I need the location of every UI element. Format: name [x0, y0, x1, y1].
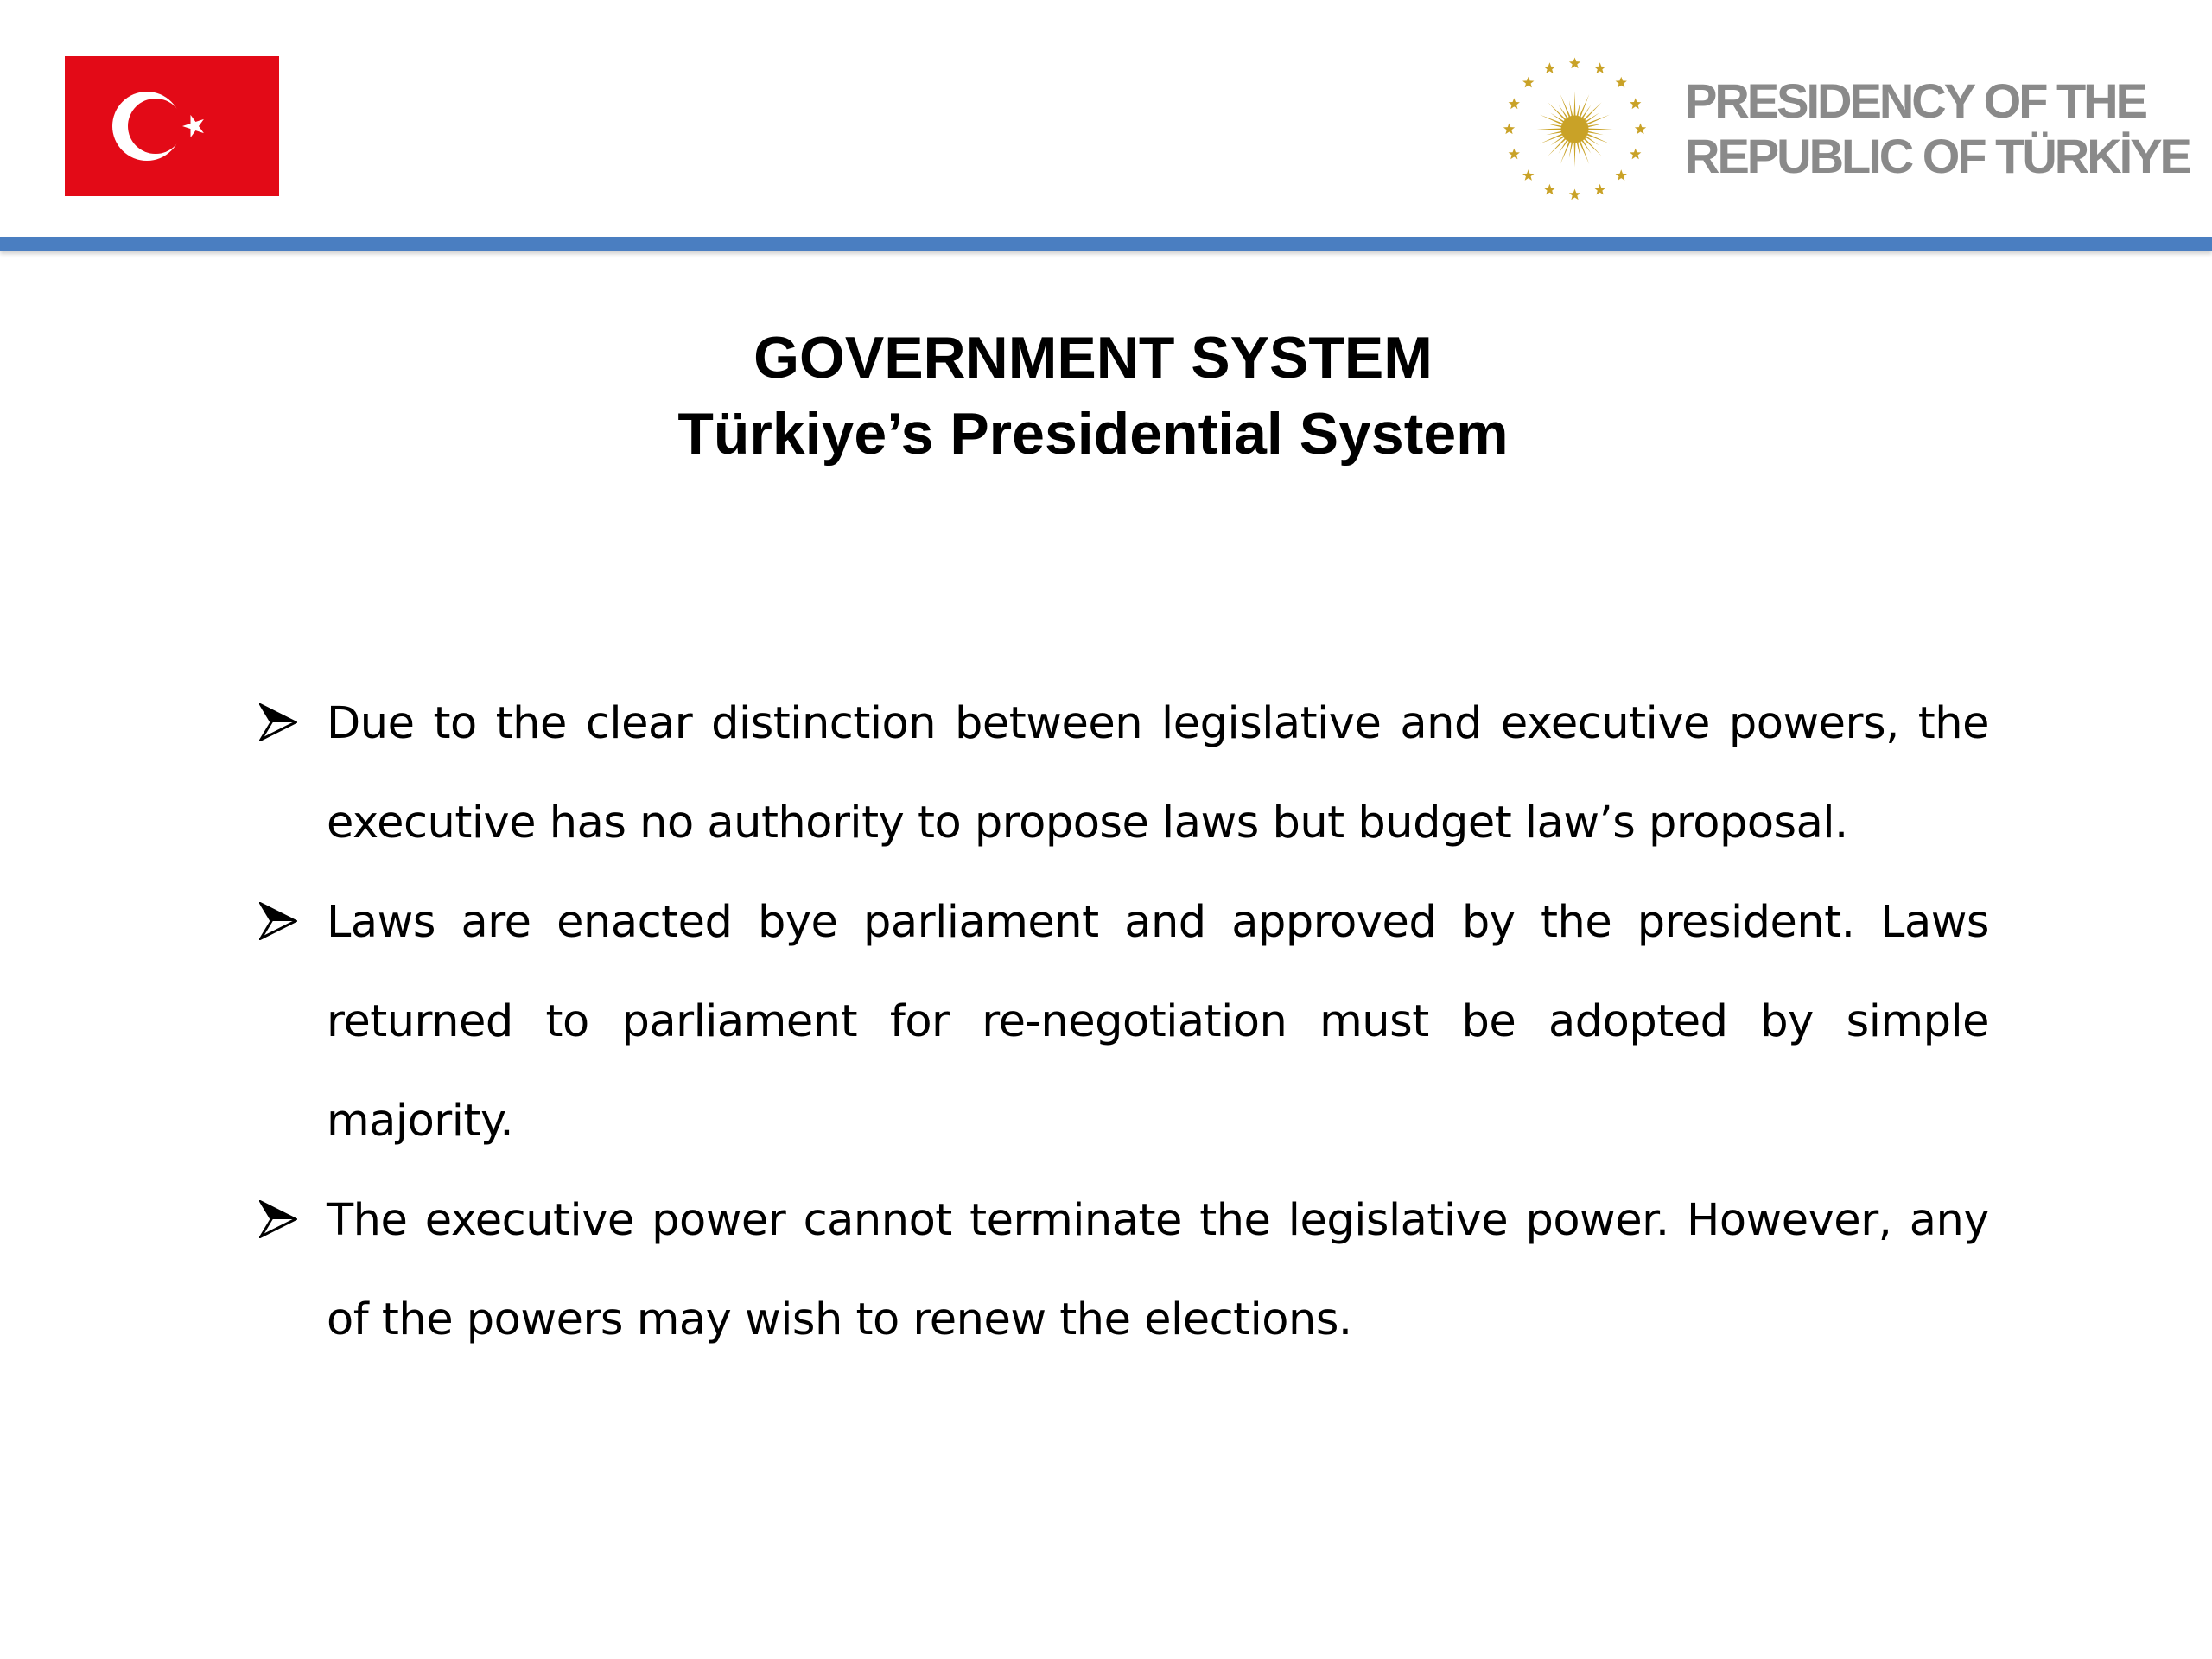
seal-star: [1522, 169, 1534, 181]
bullet-list: [259, 674, 1989, 1370]
seal-star: [1544, 62, 1555, 73]
turkish-flag-icon: [65, 56, 279, 196]
bullet-text: Due to the clear distinction between legislative and executive powers, the executive has no authority to propose laws but budget law’s proposal.: [327, 698, 1989, 849]
slide-title-block: [0, 320, 2186, 472]
seal-star: [1630, 149, 1641, 160]
presidency-line-2: REPUBLIC OF TÜRKİYE: [1685, 129, 2190, 183]
seal-star: [1594, 184, 1605, 195]
seal-star: [1635, 124, 1646, 135]
presidency-line-1: PRESIDENCY OF THE: [1685, 73, 2145, 128]
seal-star: [1569, 189, 1580, 200]
seal-star: [1594, 62, 1605, 73]
seal-star: [1569, 58, 1580, 69]
slide-subtitle: Türkiye’s Presidential System: [677, 401, 1509, 467]
seal-star: [1509, 149, 1520, 160]
bullet-text: Laws are enacted bye parliament and approved by the president. Laws returned to parliament for re-negotiation must be adopted by simple majority.: [327, 897, 1989, 1147]
bullet-item: [259, 1171, 1989, 1370]
arrowhead-bullet-icon: [259, 703, 297, 741]
seal-star: [1616, 77, 1627, 88]
arrowhead-bullet-icon: [259, 1200, 297, 1238]
seal-star: [1509, 98, 1520, 109]
bullet-item: [259, 873, 1989, 1171]
seal-star: [1522, 77, 1534, 88]
bullet-text: The executive power cannot terminate the legislative power. However, any of the powers may wish to renew the elections.: [327, 1195, 1989, 1345]
slide-title: GOVERNMENT SYSTEM: [753, 325, 1433, 391]
presidential-seal-icon: [1499, 54, 1650, 205]
seal-star: [1616, 169, 1627, 181]
bullet-item: [259, 674, 1989, 873]
arrowhead-bullet-icon: [259, 902, 297, 940]
seal-star: [1630, 98, 1641, 109]
seal-star: [1544, 184, 1555, 195]
header-divider: [0, 237, 2212, 251]
presidency-logo-text: [1685, 73, 2190, 184]
seal-star: [1503, 124, 1515, 135]
